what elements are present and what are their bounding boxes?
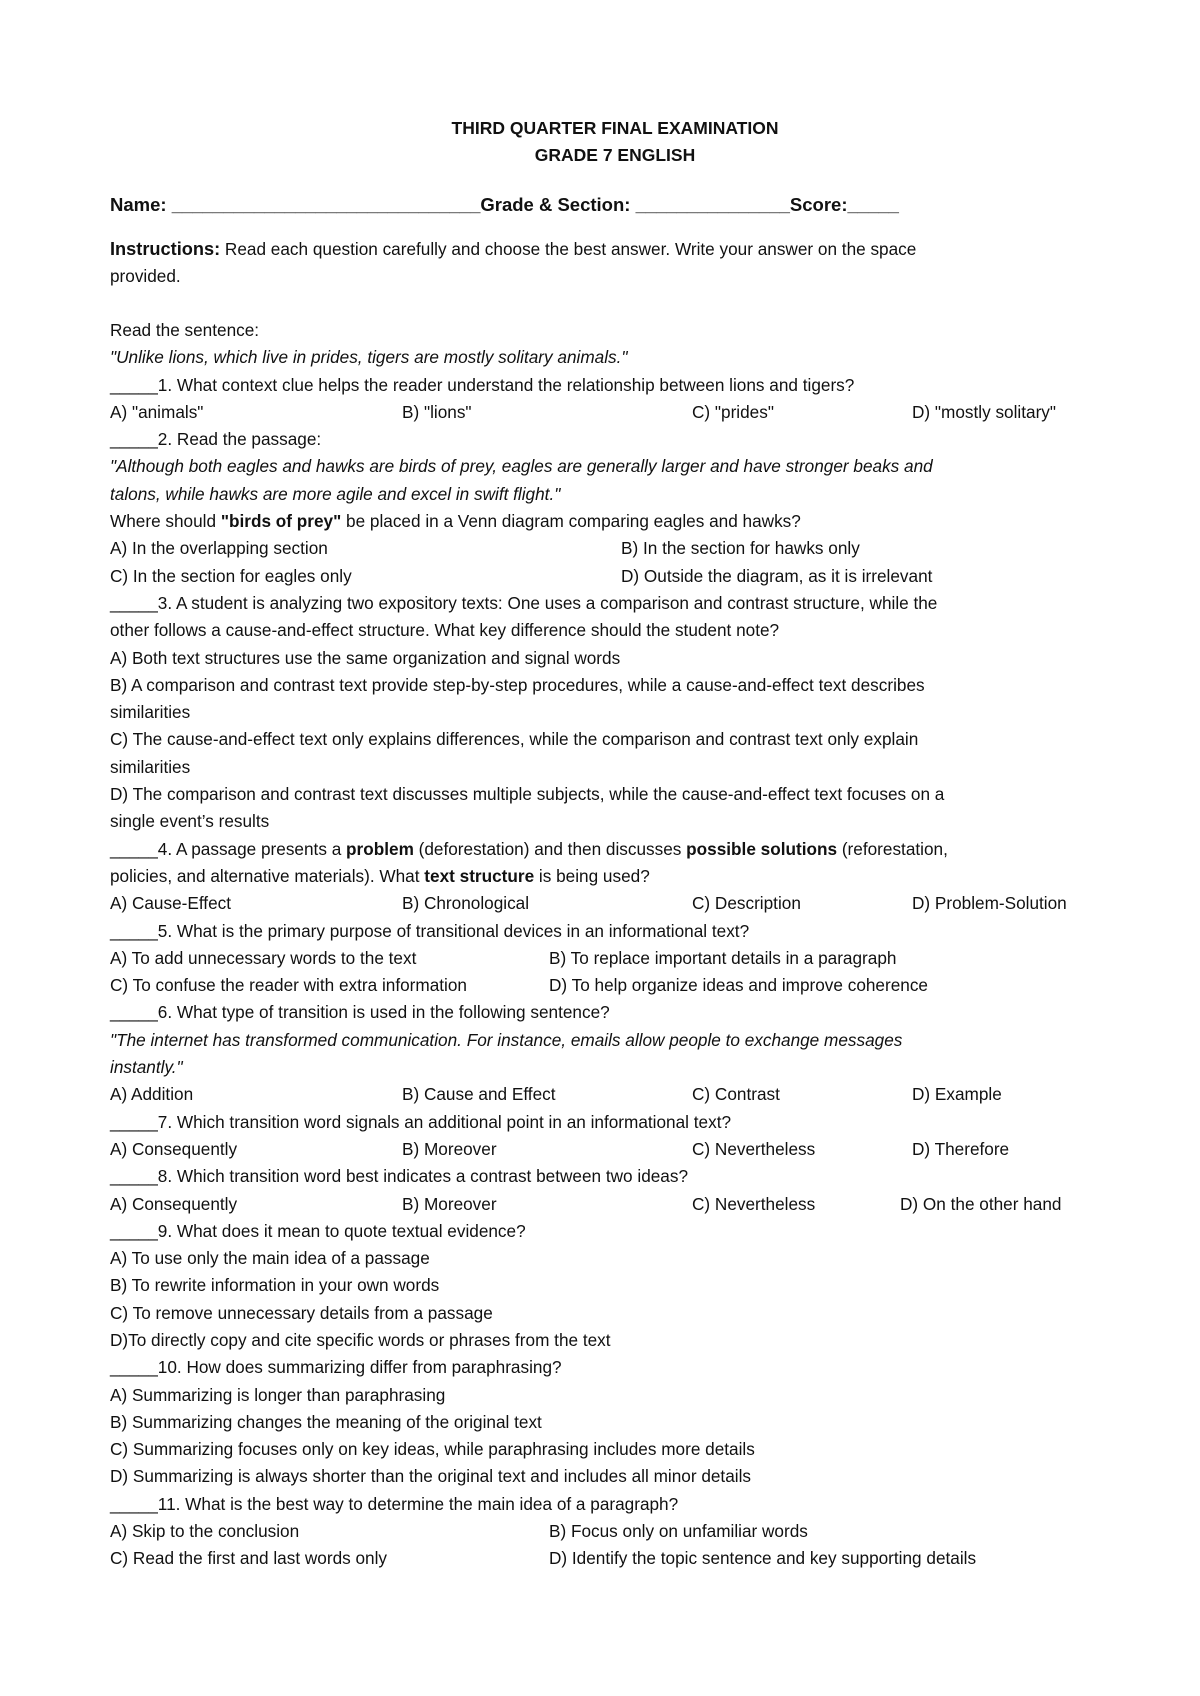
instructions	[110, 236, 1120, 290]
questions	[110, 317, 1120, 1573]
q5-option-a: A) To add unnecessary words to the text	[110, 947, 417, 968]
q8-option-a: A) Consequently	[110, 1193, 238, 1214]
q4-option-a: A) Cause-Effect	[110, 893, 232, 914]
q3-option-c: C) The cause-and-effect text only explains differences, while the comparison and contrast text only explain	[110, 729, 919, 750]
q1-intro: Read the sentence:	[110, 320, 260, 340]
score-field: Score:_____	[789, 194, 899, 215]
q5-option-d: D) To help organize ideas and improve coherence	[549, 975, 928, 996]
q2-option-d: D) Outside the diagram, as it is irrelevant	[621, 565, 933, 586]
q1-question: _____1. What context clue helps the reader understand the relationship between lions and tigers?	[110, 374, 855, 395]
q11-options-row2	[110, 1545, 1120, 1572]
q11-option-a: A) Skip to the conclusion	[110, 1521, 300, 1542]
q3-question-line1: _____3. A student is analyzing two expository texts: One uses a comparison and contrast structure, while the	[110, 592, 938, 613]
q6-option-b: B) Cause and Effect	[402, 1084, 556, 1105]
q11-option-d: D) Identify the topic sentence and key supporting details	[549, 1548, 977, 1569]
q4-text-1: _____4. A passage presents a	[110, 838, 347, 859]
q7-option-a: A) Consequently	[110, 1138, 238, 1159]
student-info-line	[110, 191, 1120, 219]
q6-option-d: D) Example	[912, 1084, 1002, 1105]
q7-option-c: C) Nevertheless	[692, 1138, 816, 1159]
q6-quote-line1: "The internet has transformed communication. For instance, emails allow people to exchange messages	[110, 1029, 903, 1050]
q6-option-c: C) Contrast	[692, 1084, 780, 1105]
instructions-label: Instructions:	[110, 239, 221, 259]
q2-question: _____2. Read the passage:	[110, 429, 322, 450]
q8-option-d: D) On the other hand	[900, 1193, 1062, 1214]
q1-option-c: C) "prides"	[692, 401, 774, 422]
q1-option-b: B) "lions"	[402, 401, 472, 422]
name-field: Name: ______________________________	[110, 194, 481, 215]
q9-option-c: C) To remove unnecessary details from a passage	[110, 1302, 493, 1323]
q1-options	[110, 399, 1120, 426]
q4-options	[110, 890, 1120, 917]
q1-quote: "Unlike lions, which live in prides, tigers are mostly solitary animals."	[110, 347, 628, 368]
q2-prompt-text-end: be placed in a Venn diagram comparing eagles and hawks?	[341, 511, 801, 532]
q2-prompt-bold: "birds of prey"	[220, 511, 342, 532]
q6-options	[110, 1081, 1120, 1108]
q4-text-5: is being used?	[534, 865, 650, 886]
q3-option-d: D) The comparison and contrast text discusses multiple subjects, while the cause-and-effect text focuses on a	[110, 784, 945, 805]
q2-options-row1	[110, 535, 1120, 562]
q6-question: _____6. What type of transition is used in the following sentence?	[110, 1002, 610, 1023]
q11-option-b: B) Focus only on unfamiliar words	[549, 1521, 808, 1542]
q4-option-c: C) Description	[692, 893, 801, 914]
q7-options	[110, 1136, 1120, 1163]
q5-options-row2	[110, 972, 1120, 999]
q4-bold-structure: text structure	[424, 865, 535, 886]
q11-option-c: C) Read the first and last words only	[110, 1548, 388, 1569]
q10-option-d: D) Summarizing is always shorter than the original text and includes all minor details	[110, 1466, 751, 1487]
q9-option-a: A) To use only the main idea of a passage	[110, 1248, 430, 1269]
q6-quote-line2: instantly."	[110, 1057, 183, 1078]
q1-option-a: A) "animals"	[110, 401, 204, 422]
q9-option-d: D)To directly copy and cite specific words or phrases from the text	[110, 1329, 611, 1350]
q11-options-row1	[110, 1518, 1120, 1545]
q5-question: _____5. What is the primary purpose of transitional devices in an informational text?	[110, 920, 750, 941]
q4-question-line2	[110, 863, 1120, 890]
q8-option-c: C) Nevertheless	[692, 1193, 816, 1214]
q6-option-a: A) Addition	[110, 1084, 194, 1105]
q5-option-b: B) To replace important details in a paragraph	[549, 947, 897, 968]
q2-options-row2	[110, 563, 1120, 590]
q7-option-d: D) Therefore	[912, 1138, 1010, 1159]
q8-option-b: B) Moreover	[402, 1193, 497, 1214]
q10-option-a: A) Summarizing is longer than paraphrasing	[110, 1384, 446, 1405]
q10-option-b: B) Summarizing changes the meaning of the original text	[110, 1411, 542, 1432]
q2-option-c: C) In the section for eagles only	[110, 565, 352, 586]
instructions-text: Read each question carefully and choose the best answer. Write your answer on the space	[220, 239, 917, 259]
q9-option-b: B) To rewrite information in your own words	[110, 1275, 440, 1296]
q5-options-row1	[110, 945, 1120, 972]
q10-question: _____10. How does summarizing differ from paraphrasing?	[110, 1357, 562, 1378]
q5-option-c: C) To confuse the reader with extra information	[110, 975, 467, 996]
q1-option-d: D) "mostly solitary"	[912, 401, 1056, 422]
q7-question: _____7. Which transition word signals an additional point in an informational text?	[110, 1111, 732, 1132]
q4-question-line1	[110, 836, 1120, 863]
q2-option-a: A) In the overlapping section	[110, 538, 328, 559]
q4-bold-problem: problem	[346, 838, 414, 859]
q3-option-a: A) Both text structures use the same organization and signal words	[110, 647, 621, 668]
q11-question: _____11. What is the best way to determine the main idea of a paragraph?	[110, 1493, 679, 1514]
exam-subtitle: GRADE 7 ENGLISH	[534, 145, 696, 165]
q3-option-b-cont: similarities	[110, 702, 191, 723]
q4-text-2: (deforestation) and then discusses	[413, 838, 687, 859]
q9-question: _____9. What does it mean to quote textual evidence?	[110, 1220, 526, 1241]
exam-title: THIRD QUARTER FINAL EXAMINATION	[451, 118, 779, 138]
q4-text-3: (reforestation,	[837, 838, 948, 859]
q4-option-b: B) Chronological	[402, 893, 530, 914]
q7-option-b: B) Moreover	[402, 1138, 497, 1159]
q4-option-d: D) Problem-Solution	[912, 893, 1067, 914]
q3-option-d-cont: single event’s results	[110, 811, 270, 832]
q3-question-line2: other follows a cause-and-effect structure. What key difference should the student note?	[110, 620, 780, 641]
q8-question: _____8. Which transition word best indicates a contrast between two ideas?	[110, 1166, 689, 1187]
q2-prompt	[110, 508, 1120, 535]
q2-option-b: B) In the section for hawks only	[621, 538, 860, 559]
q10-option-c: C) Summarizing focuses only on key ideas, while paraphrasing includes more details	[110, 1439, 755, 1460]
q2-quote-line1: "Although both eagles and hawks are birds of prey, eagles are generally larger and have stronger beaks and	[110, 456, 933, 477]
q2-quote-line2: talons, while hawks are more agile and excel in swift flight."	[110, 483, 561, 504]
q4-text-4: policies, and alternative materials). What	[110, 865, 425, 886]
grade-section-field: Grade & Section: _______________	[480, 194, 790, 215]
instructions-text-cont: provided.	[110, 266, 181, 286]
q4-bold-solutions: possible solutions	[686, 838, 838, 859]
q3-option-c-cont: similarities	[110, 756, 191, 777]
q3-option-b: B) A comparison and contrast text provide step-by-step procedures, while a cause-and-effect text describes	[110, 674, 925, 695]
q8-options	[110, 1191, 1120, 1218]
q2-prompt-text: Where should	[110, 511, 221, 532]
